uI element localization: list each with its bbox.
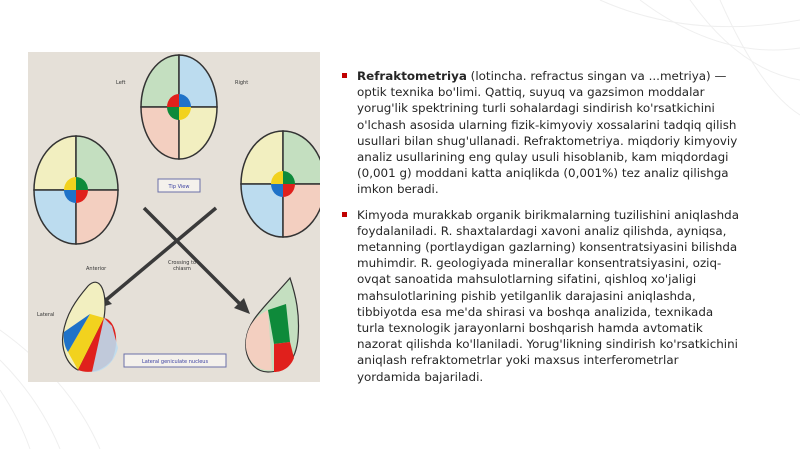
left-visual-field-circle [34, 136, 118, 244]
bullet-item-applications [342, 207, 742, 385]
visual-field-figure [28, 52, 320, 382]
text-column [342, 68, 742, 394]
bottom-label-box [124, 354, 226, 367]
crossing-label: Crossing to chiasm [167, 260, 197, 272]
center-box-label: Tip View [168, 184, 190, 190]
anterior-label: Anterior [86, 266, 107, 272]
bullet-text: Kimyoda murakkab organik birikmalarning tuzilishini aniqlashda foydalaniladi. R. shaxtalardagi xavoni analiz qilishda, ayniqsa, metanning (portlaydigan gazlarning) konsentratsiyasini bilishda muhimdir. R. geologiyada minerallar konsentratsiyasini, oziq-ovqat sanoatida mahsulotlarning sifatini, qishloq xo'jaligi mahsulotlarining pishib yetilganlik darajasini aniqlashda, tibbiyotda esa me'da shirasi va boshqa analizida, texnikada turla texnologik jarayonlarni boshqarish hamda avtomatik nazorat qilishda ko'llaniladi. Yorug'likning sindirish ko'rsatkichini aniqlash refraktometrlar yoki maxsus interferometrlar yordamida bajariladi. [357, 207, 739, 384]
bottom-box-label: Lateral geniculate nucleus [141, 359, 209, 365]
lateral-label: Lateral [37, 312, 55, 318]
bullet-item-refractometry [342, 68, 742, 198]
bullet-bold-term: Refraktometriya [357, 69, 467, 83]
bullet-marker [342, 73, 347, 78]
bullet-text: (lotincha. refractus singan va ...metriya) — optik texnika bo'limi. Qattiq, suyuq va gazsimon moddalar yorug'lik spektrining turli sohalardagi sindirish ko'rsatkichini o'lchash asosida ularning fizik-kimyoviy xossalarini tadqiq qilish usullari bilan shug'ullanadi. Refraktometriya. miqdoriy kimyoviy analiz usullarining eng qulay usuli hisoblanib, kam miqdordagi (0,001 g) moddani katta aniqlikda (0,001%) tez analiz qilishga imkon beradi. [357, 69, 738, 197]
center-label-box [158, 179, 200, 192]
bullet-marker [342, 212, 347, 217]
left-label: Left [116, 80, 126, 86]
right-label: Right [235, 80, 249, 86]
top-visual-field-circle [141, 55, 217, 159]
right-visual-field-circle [241, 131, 320, 237]
